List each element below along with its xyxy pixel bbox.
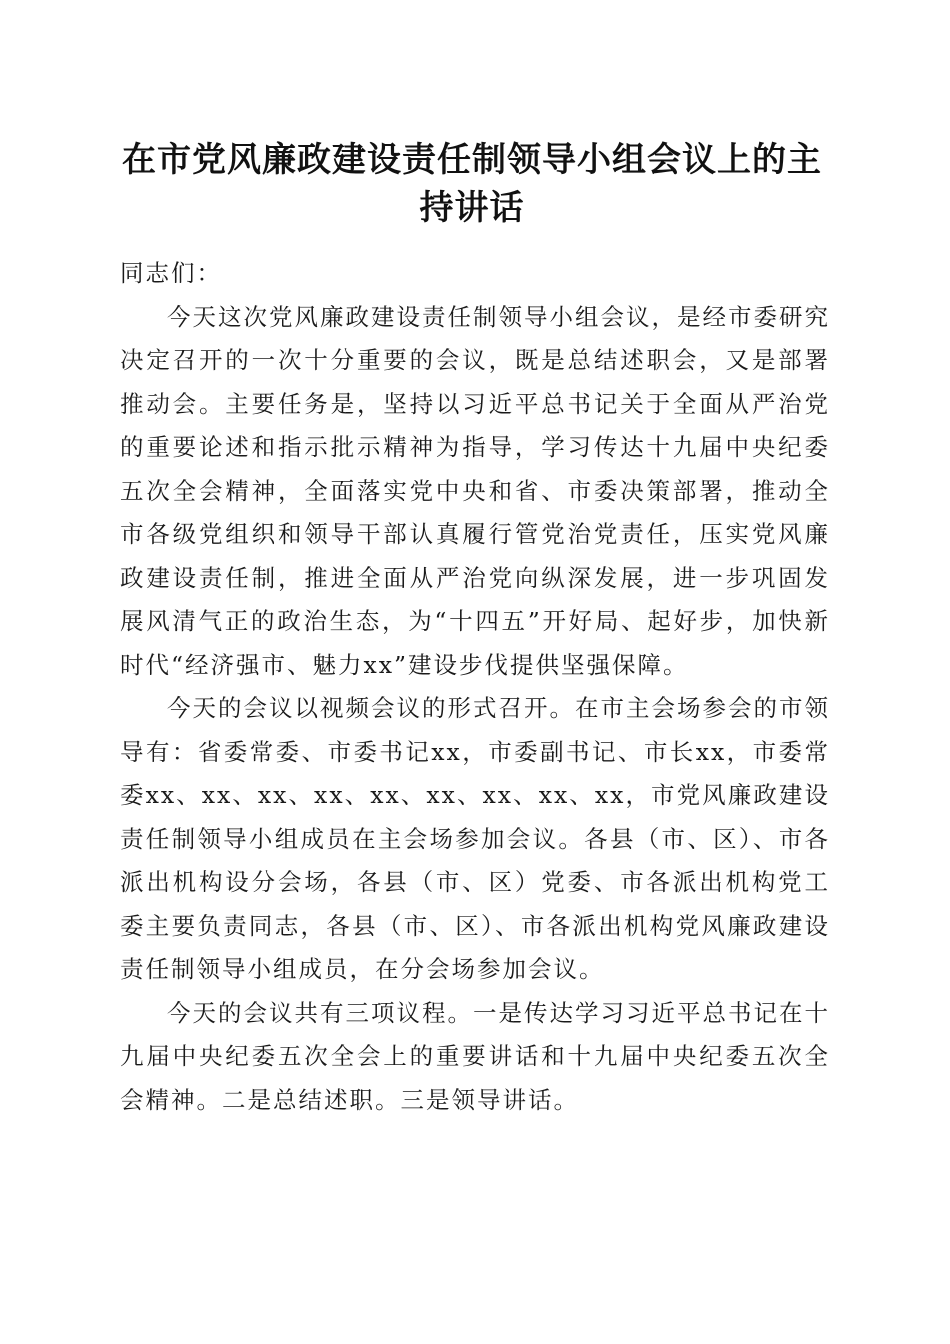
paragraph-agenda: 今天的会议共有三项议程。一是传达学习习近平总书记在十九届中央纪委五次全会上的重要讲话和十九届中央纪委五次全会精神。二是总结述职。三是领导讲话。 <box>120 998 830 1114</box>
document-body <box>120 252 830 1122</box>
paragraph-attendees: 今天的会议以视频会议的形式召开。在市主会场参会的市领导有：省委常委、市委书记xx，市委副书记、市长xx，市委常委xx、xx、xx、xx、xx、xx、xx、xx、xx，市党风廉政建设责任制领导小组成员在主会场参加会议。各县（市、区）、市各派出机构设分会场，各县（市、区）党委、市各派出机构党工委主要负责同志，各县（市、区）、市各派出机构党风廉政建设责任制领导小组成员，在分会场参加会议。 <box>120 694 830 983</box>
salutation: 同志们： <box>120 259 222 287</box>
document-title: 在市党风廉政建设责任制领导小组会议上的主持讲话 <box>122 140 822 228</box>
paragraph-opening: 今天这次党风廉政建设责任制领导小组会议，是经市委研究决定召开的一次十分重要的会议，既是总结述职会，又是部署推动会。主要任务是，坚持以习近平总书记关于全面从严治党的重要论述和指示批示精神为指导，学习传达十九届中央纪委五次全会精神，全面落实党中央和省、市委决策部署，推动全市各级党组织和领导干部认真履行管党治党责任，压实党风廉政建设责任制，推进全面从严治党向纵深发展，进一步巩固发展风清气正的政治生态，为“十四五”开好局、起好步，加快新时代“经济强市、魅力xx”建设步伐提供坚强保障。 <box>120 302 830 679</box>
